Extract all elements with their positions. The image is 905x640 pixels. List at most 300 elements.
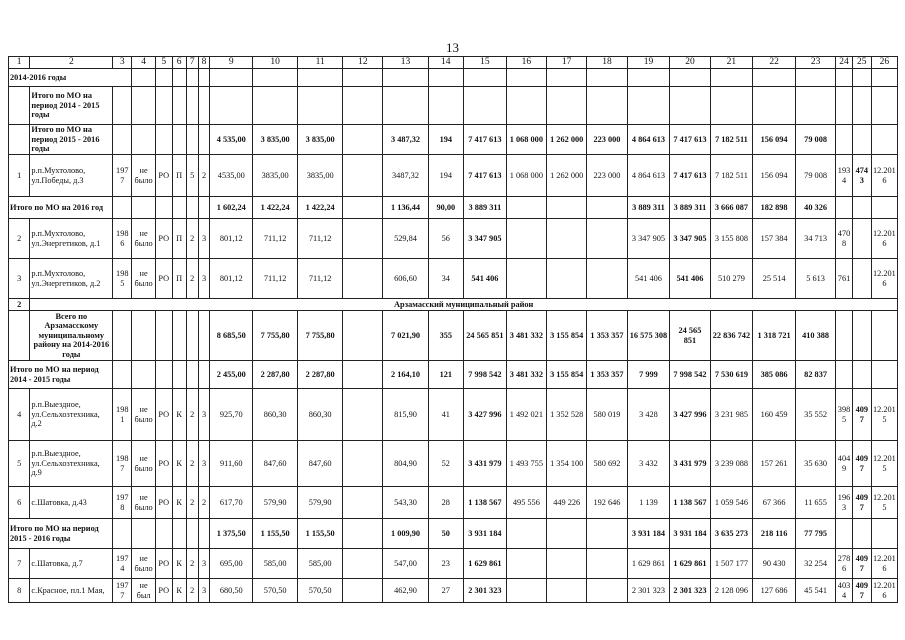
table-cell: не было: [132, 389, 156, 441]
table-row: [9, 197, 898, 219]
column-number-cell: 5: [155, 57, 172, 69]
table-cell: 3 347 905: [670, 219, 710, 259]
table-cell: 541 406: [627, 259, 670, 299]
table-cell: 1 068 000: [506, 125, 546, 155]
table-cell: Итого по МО на 2016 год: [9, 197, 113, 219]
table-cell: [587, 219, 627, 259]
empty-cell: [852, 69, 871, 87]
column-number-cell: 2: [30, 57, 113, 69]
table-cell: [343, 311, 383, 361]
table-cell: 35 630: [795, 441, 835, 487]
table-cell: [198, 125, 210, 155]
table-cell: [506, 219, 546, 259]
table-cell: 67 366: [753, 487, 796, 519]
table-cell: Арзамасский муниципальный район: [30, 299, 898, 311]
column-number-cell: 20: [670, 57, 710, 69]
table-cell: не было: [132, 487, 156, 519]
table-row: [9, 219, 898, 259]
table-cell: 194: [428, 155, 464, 197]
page-number: 13: [446, 40, 459, 55]
empty-cell: [155, 69, 172, 87]
table-cell: РО: [155, 549, 172, 579]
table-cell: 510 279: [710, 259, 753, 299]
table-cell: [343, 259, 383, 299]
table-cell: [343, 441, 383, 487]
table-cell: 28: [428, 487, 464, 519]
table-cell: [186, 197, 198, 219]
table-cell: [198, 519, 210, 549]
table-cell: 3 347 905: [627, 219, 670, 259]
table-cell: [132, 311, 156, 361]
table-cell: [9, 87, 30, 125]
table-cell: 2: [186, 389, 198, 441]
table-cell: 3 481 332: [506, 361, 546, 389]
table-cell: [343, 219, 383, 259]
table-cell: 3 155 854: [547, 361, 587, 389]
table-cell: [155, 311, 172, 361]
table-cell: 16 575 308: [627, 311, 670, 361]
empty-cell: [428, 87, 464, 125]
table-cell: 1985: [113, 259, 132, 299]
table-cell: с.Шатовка, д.7: [30, 549, 113, 579]
table-cell: [547, 219, 587, 259]
table-cell: 1 375,50: [210, 519, 253, 549]
column-number-cell: 9: [210, 57, 253, 69]
column-number-cell: 25: [852, 57, 871, 69]
table-cell: 847,60: [298, 441, 343, 487]
column-number-cell: 13: [383, 57, 428, 69]
table-cell: 1977: [113, 155, 132, 197]
table-cell: 223 000: [587, 125, 627, 155]
table-row: [9, 311, 898, 361]
table-cell: [113, 361, 132, 389]
table-cell: 79 008: [795, 155, 835, 197]
table-cell: Итого по МО на период 2015 - 2016 годы: [9, 519, 113, 549]
empty-cell: [198, 87, 210, 125]
table-cell: 449 226: [547, 487, 587, 519]
table-cell: 4: [9, 389, 30, 441]
empty-cell: [753, 87, 796, 125]
table-cell: 1 138 567: [670, 487, 710, 519]
table-cell: [506, 549, 546, 579]
table-cell: 156 094: [753, 125, 796, 155]
table-cell: 3 155 854: [547, 311, 587, 361]
table-cell: 580 692: [587, 441, 627, 487]
table-cell: р.п.Выездное, ул.Сельхозтехника, д.9: [30, 441, 113, 487]
table-cell: 1 493 755: [506, 441, 546, 487]
table-cell: 695,00: [210, 549, 253, 579]
table-cell: 355: [428, 311, 464, 361]
table-cell: [836, 311, 853, 361]
table-cell: [172, 519, 186, 549]
column-number-cell: 17: [547, 57, 587, 69]
table-cell: 579,90: [298, 487, 343, 519]
empty-cell: [253, 69, 298, 87]
table-cell: 90 430: [753, 549, 796, 579]
table-cell: 3: [198, 579, 210, 603]
column-number-cell: 16: [506, 57, 546, 69]
table-cell: 801,12: [210, 219, 253, 259]
table-cell: 79 008: [795, 125, 835, 155]
column-number-cell: 19: [627, 57, 670, 69]
table-cell: 41: [428, 389, 464, 441]
table-cell: 7 530 619: [710, 361, 753, 389]
housing-program-table-sheet: [8, 56, 898, 603]
empty-cell: [198, 69, 210, 87]
table-cell: 860,30: [298, 389, 343, 441]
table-cell: 7 182 511: [710, 155, 753, 197]
table-cell: 127 686: [753, 579, 796, 603]
empty-cell: [795, 87, 835, 125]
table-cell: 2 455,00: [210, 361, 253, 389]
table-cell: К: [172, 549, 186, 579]
table-cell: 4049: [836, 441, 853, 487]
table-cell: 2 301 323: [670, 579, 710, 603]
table-cell: 77 795: [795, 519, 835, 549]
table-cell: не было: [132, 441, 156, 487]
table-body: [9, 69, 898, 603]
table-cell: [186, 361, 198, 389]
table-cell: 3: [198, 441, 210, 487]
table-cell: 1 009,90: [383, 519, 428, 549]
table-cell: 3 931 184: [670, 519, 710, 549]
empty-cell: [132, 69, 156, 87]
table-cell: [186, 311, 198, 361]
column-number-cell: 23: [795, 57, 835, 69]
table-cell: 56: [428, 219, 464, 259]
table-cell: 711,12: [253, 219, 298, 259]
table-cell: [871, 197, 897, 219]
table-cell: 2 287,80: [253, 361, 298, 389]
table-cell: [155, 519, 172, 549]
table-cell: 2: [186, 549, 198, 579]
table-cell: 3 432: [627, 441, 670, 487]
table-cell: 3 428: [627, 389, 670, 441]
table-cell: 1 262 000: [547, 125, 587, 155]
table-cell: 925,70: [210, 389, 253, 441]
table-cell: [343, 361, 383, 389]
table-cell: не было: [132, 155, 156, 197]
table-cell: 547,00: [383, 549, 428, 579]
column-number-cell: 18: [587, 57, 627, 69]
table-cell: [852, 311, 871, 361]
table-cell: РО: [155, 487, 172, 519]
table-cell: с.Красное, пл.1 Мая,: [30, 579, 113, 603]
table-cell: 40 326: [795, 197, 835, 219]
table-cell: [155, 197, 172, 219]
table-cell: 2 164,10: [383, 361, 428, 389]
table-cell: [836, 361, 853, 389]
empty-cell: [298, 69, 343, 87]
column-number-cell: 11: [298, 57, 343, 69]
empty-cell: [253, 87, 298, 125]
table-cell: 3985: [836, 389, 853, 441]
table-cell: 3 889 311: [464, 197, 507, 219]
table-cell: 2: [186, 441, 198, 487]
table-cell: П: [172, 155, 186, 197]
empty-cell: [627, 87, 670, 125]
column-number-cell: 26: [871, 57, 897, 69]
table-cell: 1 353 357: [587, 311, 627, 361]
column-number-cell: 4: [132, 57, 156, 69]
empty-cell: [186, 69, 198, 87]
table-cell: 25 514: [753, 259, 796, 299]
empty-cell: [506, 69, 546, 87]
table-cell: 4708: [836, 219, 853, 259]
table-cell: 911,60: [210, 441, 253, 487]
table-cell: 1977: [113, 579, 132, 603]
table-cell: [343, 155, 383, 197]
table-row: [9, 259, 898, 299]
table-cell: 1 262 000: [547, 155, 587, 197]
table-cell: 1 492 021: [506, 389, 546, 441]
empty-cell: [670, 87, 710, 125]
table-cell: 4097: [852, 441, 871, 487]
empty-cell: [343, 87, 383, 125]
table-cell: 3 931 184: [464, 519, 507, 549]
table-cell: 3: [198, 389, 210, 441]
table-cell: 1 136,44: [383, 197, 428, 219]
table-cell: 12.2016: [871, 155, 897, 197]
table-cell: 2: [198, 155, 210, 197]
table-cell: 7 999: [627, 361, 670, 389]
empty-cell: [627, 69, 670, 87]
table-cell: [852, 519, 871, 549]
table-cell: РО: [155, 441, 172, 487]
table-cell: 12.2015: [871, 389, 897, 441]
table-cell: 90,00: [428, 197, 464, 219]
empty-cell: [710, 69, 753, 87]
table-cell: 2: [9, 219, 30, 259]
table-cell: 541 406: [670, 259, 710, 299]
table-row: [9, 487, 898, 519]
table-cell: РО: [155, 579, 172, 603]
empty-cell: [871, 69, 897, 87]
table-cell: 3 931 184: [627, 519, 670, 549]
table-cell: [506, 579, 546, 603]
table-cell: [172, 197, 186, 219]
table-cell: с.Шатовка, д.43: [30, 487, 113, 519]
table-cell: р.п.Мухтолово, ул.Энергетиков, д.2: [30, 259, 113, 299]
table-cell: 7 417 613: [464, 125, 507, 155]
table-cell: [547, 549, 587, 579]
table-cell: [587, 579, 627, 603]
table-cell: 761: [836, 259, 853, 299]
table-cell: 3 889 311: [627, 197, 670, 219]
table-cell: [113, 519, 132, 549]
table-cell: [132, 519, 156, 549]
table-cell: [172, 125, 186, 155]
table-row: [9, 519, 898, 549]
table-cell: 1 602,24: [210, 197, 253, 219]
table-cell: 815,90: [383, 389, 428, 441]
table-cell: 860,30: [253, 389, 298, 441]
table-cell: [547, 259, 587, 299]
table-cell: РО: [155, 259, 172, 299]
table-cell: 24 565 851: [670, 311, 710, 361]
empty-cell: [710, 87, 753, 125]
table-cell: [113, 197, 132, 219]
table-row: [9, 125, 898, 155]
table-cell: 711,12: [253, 259, 298, 299]
table-cell: р.п.Мухтолово, ул.Энергетиков, д.1: [30, 219, 113, 259]
table-cell: 2 301 323: [627, 579, 670, 603]
table-cell: 3 666 087: [710, 197, 753, 219]
table-cell: 34 713: [795, 219, 835, 259]
table-cell: [871, 519, 897, 549]
table-cell: 157 261: [753, 441, 796, 487]
table-cell: [506, 259, 546, 299]
table-row: [9, 299, 898, 311]
table-cell: [132, 125, 156, 155]
table-cell: [113, 311, 132, 361]
table-cell: 2: [198, 487, 210, 519]
table-cell: 5: [186, 155, 198, 197]
table-cell: К: [172, 389, 186, 441]
table-cell: Итого по МО на период 2014 - 2015 годы: [30, 87, 113, 125]
table-cell: 27: [428, 579, 464, 603]
table-cell: 3: [198, 549, 210, 579]
table-cell: 2 128 096: [710, 579, 753, 603]
column-number-cell: 14: [428, 57, 464, 69]
table-cell: РО: [155, 155, 172, 197]
table-cell: 4097: [852, 579, 871, 603]
table-cell: 4 535,00: [210, 125, 253, 155]
table-cell: [113, 125, 132, 155]
empty-cell: [298, 87, 343, 125]
empty-cell: [210, 87, 253, 125]
table-cell: [587, 519, 627, 549]
table-cell: [198, 361, 210, 389]
table-cell: не было: [132, 259, 156, 299]
table-cell: 4097: [852, 549, 871, 579]
empty-cell: [670, 69, 710, 87]
column-number-cell: 7: [186, 57, 198, 69]
table-cell: 12.2015: [871, 441, 897, 487]
table-cell: 121: [428, 361, 464, 389]
empty-cell: [172, 87, 186, 125]
table-cell: [587, 259, 627, 299]
table-cell: 3487,32: [383, 155, 428, 197]
empty-cell: [172, 69, 186, 87]
table-cell: 160 459: [753, 389, 796, 441]
table-cell: 194: [428, 125, 464, 155]
table-cell: К: [172, 487, 186, 519]
table-cell: 3 835,00: [253, 125, 298, 155]
table-cell: 2: [186, 219, 198, 259]
table-cell: 1981: [113, 389, 132, 441]
table-cell: 1974: [113, 549, 132, 579]
table-cell: 1 629 861: [670, 549, 710, 579]
housing-program-table: [8, 56, 898, 603]
table-cell: 1963: [836, 487, 853, 519]
table-cell: [172, 361, 186, 389]
table-cell: 12.2016: [871, 259, 897, 299]
table-cell: р.п.Выездное, ул.Сельхозтехника, д.2: [30, 389, 113, 441]
table-cell: 32 254: [795, 549, 835, 579]
table-row: [9, 579, 898, 603]
table-cell: 7 021,90: [383, 311, 428, 361]
empty-cell: [210, 69, 253, 87]
table-cell: РО: [155, 219, 172, 259]
table-cell: 3835,00: [298, 155, 343, 197]
table-cell: 1 059 546: [710, 487, 753, 519]
column-number-cell: 12: [343, 57, 383, 69]
table-cell: 6: [9, 487, 30, 519]
column-number-cell: 1: [9, 57, 30, 69]
empty-cell: [795, 69, 835, 87]
table-cell: 1 155,50: [298, 519, 343, 549]
empty-cell: [753, 69, 796, 87]
empty-cell: [587, 69, 627, 87]
empty-cell: [132, 87, 156, 125]
empty-cell: [383, 69, 428, 87]
table-cell: 801,12: [210, 259, 253, 299]
table-cell: 3: [198, 259, 210, 299]
table-cell: [547, 197, 587, 219]
table-cell: 1934: [836, 155, 853, 197]
table-cell: 7 182 511: [710, 125, 753, 155]
table-cell: 22 836 742: [710, 311, 753, 361]
table-cell: 82 837: [795, 361, 835, 389]
table-cell: 385 086: [753, 361, 796, 389]
table-cell: 1987: [113, 441, 132, 487]
table-cell: 3 487,32: [383, 125, 428, 155]
table-cell: 8: [9, 579, 30, 603]
table-cell: 3 431 979: [464, 441, 507, 487]
table-cell: 4097: [852, 389, 871, 441]
table-cell: РО: [155, 389, 172, 441]
table-cell: 1 422,24: [253, 197, 298, 219]
empty-cell: [186, 87, 198, 125]
table-cell: 5: [9, 441, 30, 487]
table-cell: 157 384: [753, 219, 796, 259]
table-cell: [836, 519, 853, 549]
table-cell: 1 352 528: [547, 389, 587, 441]
table-cell: [852, 219, 871, 259]
table-cell: [547, 519, 587, 549]
table-cell: 3 239 088: [710, 441, 753, 487]
table-cell: 570,50: [253, 579, 298, 603]
table-cell: [343, 197, 383, 219]
table-cell: [198, 197, 210, 219]
table-cell: 579,90: [253, 487, 298, 519]
table-cell: 1986: [113, 219, 132, 259]
table-cell: 3 431 979: [670, 441, 710, 487]
table-cell: 3 347 905: [464, 219, 507, 259]
table-cell: [9, 311, 30, 361]
table-cell: П: [172, 259, 186, 299]
table-cell: 410 388: [795, 311, 835, 361]
empty-cell: [547, 69, 587, 87]
table-cell: [852, 259, 871, 299]
table-cell: [836, 197, 853, 219]
table-cell: [155, 125, 172, 155]
table-cell: 8 685,50: [210, 311, 253, 361]
column-number-cell: 15: [464, 57, 507, 69]
table-cell: [506, 197, 546, 219]
table-cell: 1 353 357: [587, 361, 627, 389]
table-cell: 3 155 808: [710, 219, 753, 259]
table-cell: не было: [132, 219, 156, 259]
table-cell: Итого по МО на период 2014 - 2015 годы: [9, 361, 113, 389]
table-cell: 182 898: [753, 197, 796, 219]
table-cell: 4097: [852, 487, 871, 519]
table-cell: [186, 125, 198, 155]
table-cell: 1 354 100: [547, 441, 587, 487]
table-cell: 4743: [852, 155, 871, 197]
table-cell: 1 629 861: [627, 549, 670, 579]
